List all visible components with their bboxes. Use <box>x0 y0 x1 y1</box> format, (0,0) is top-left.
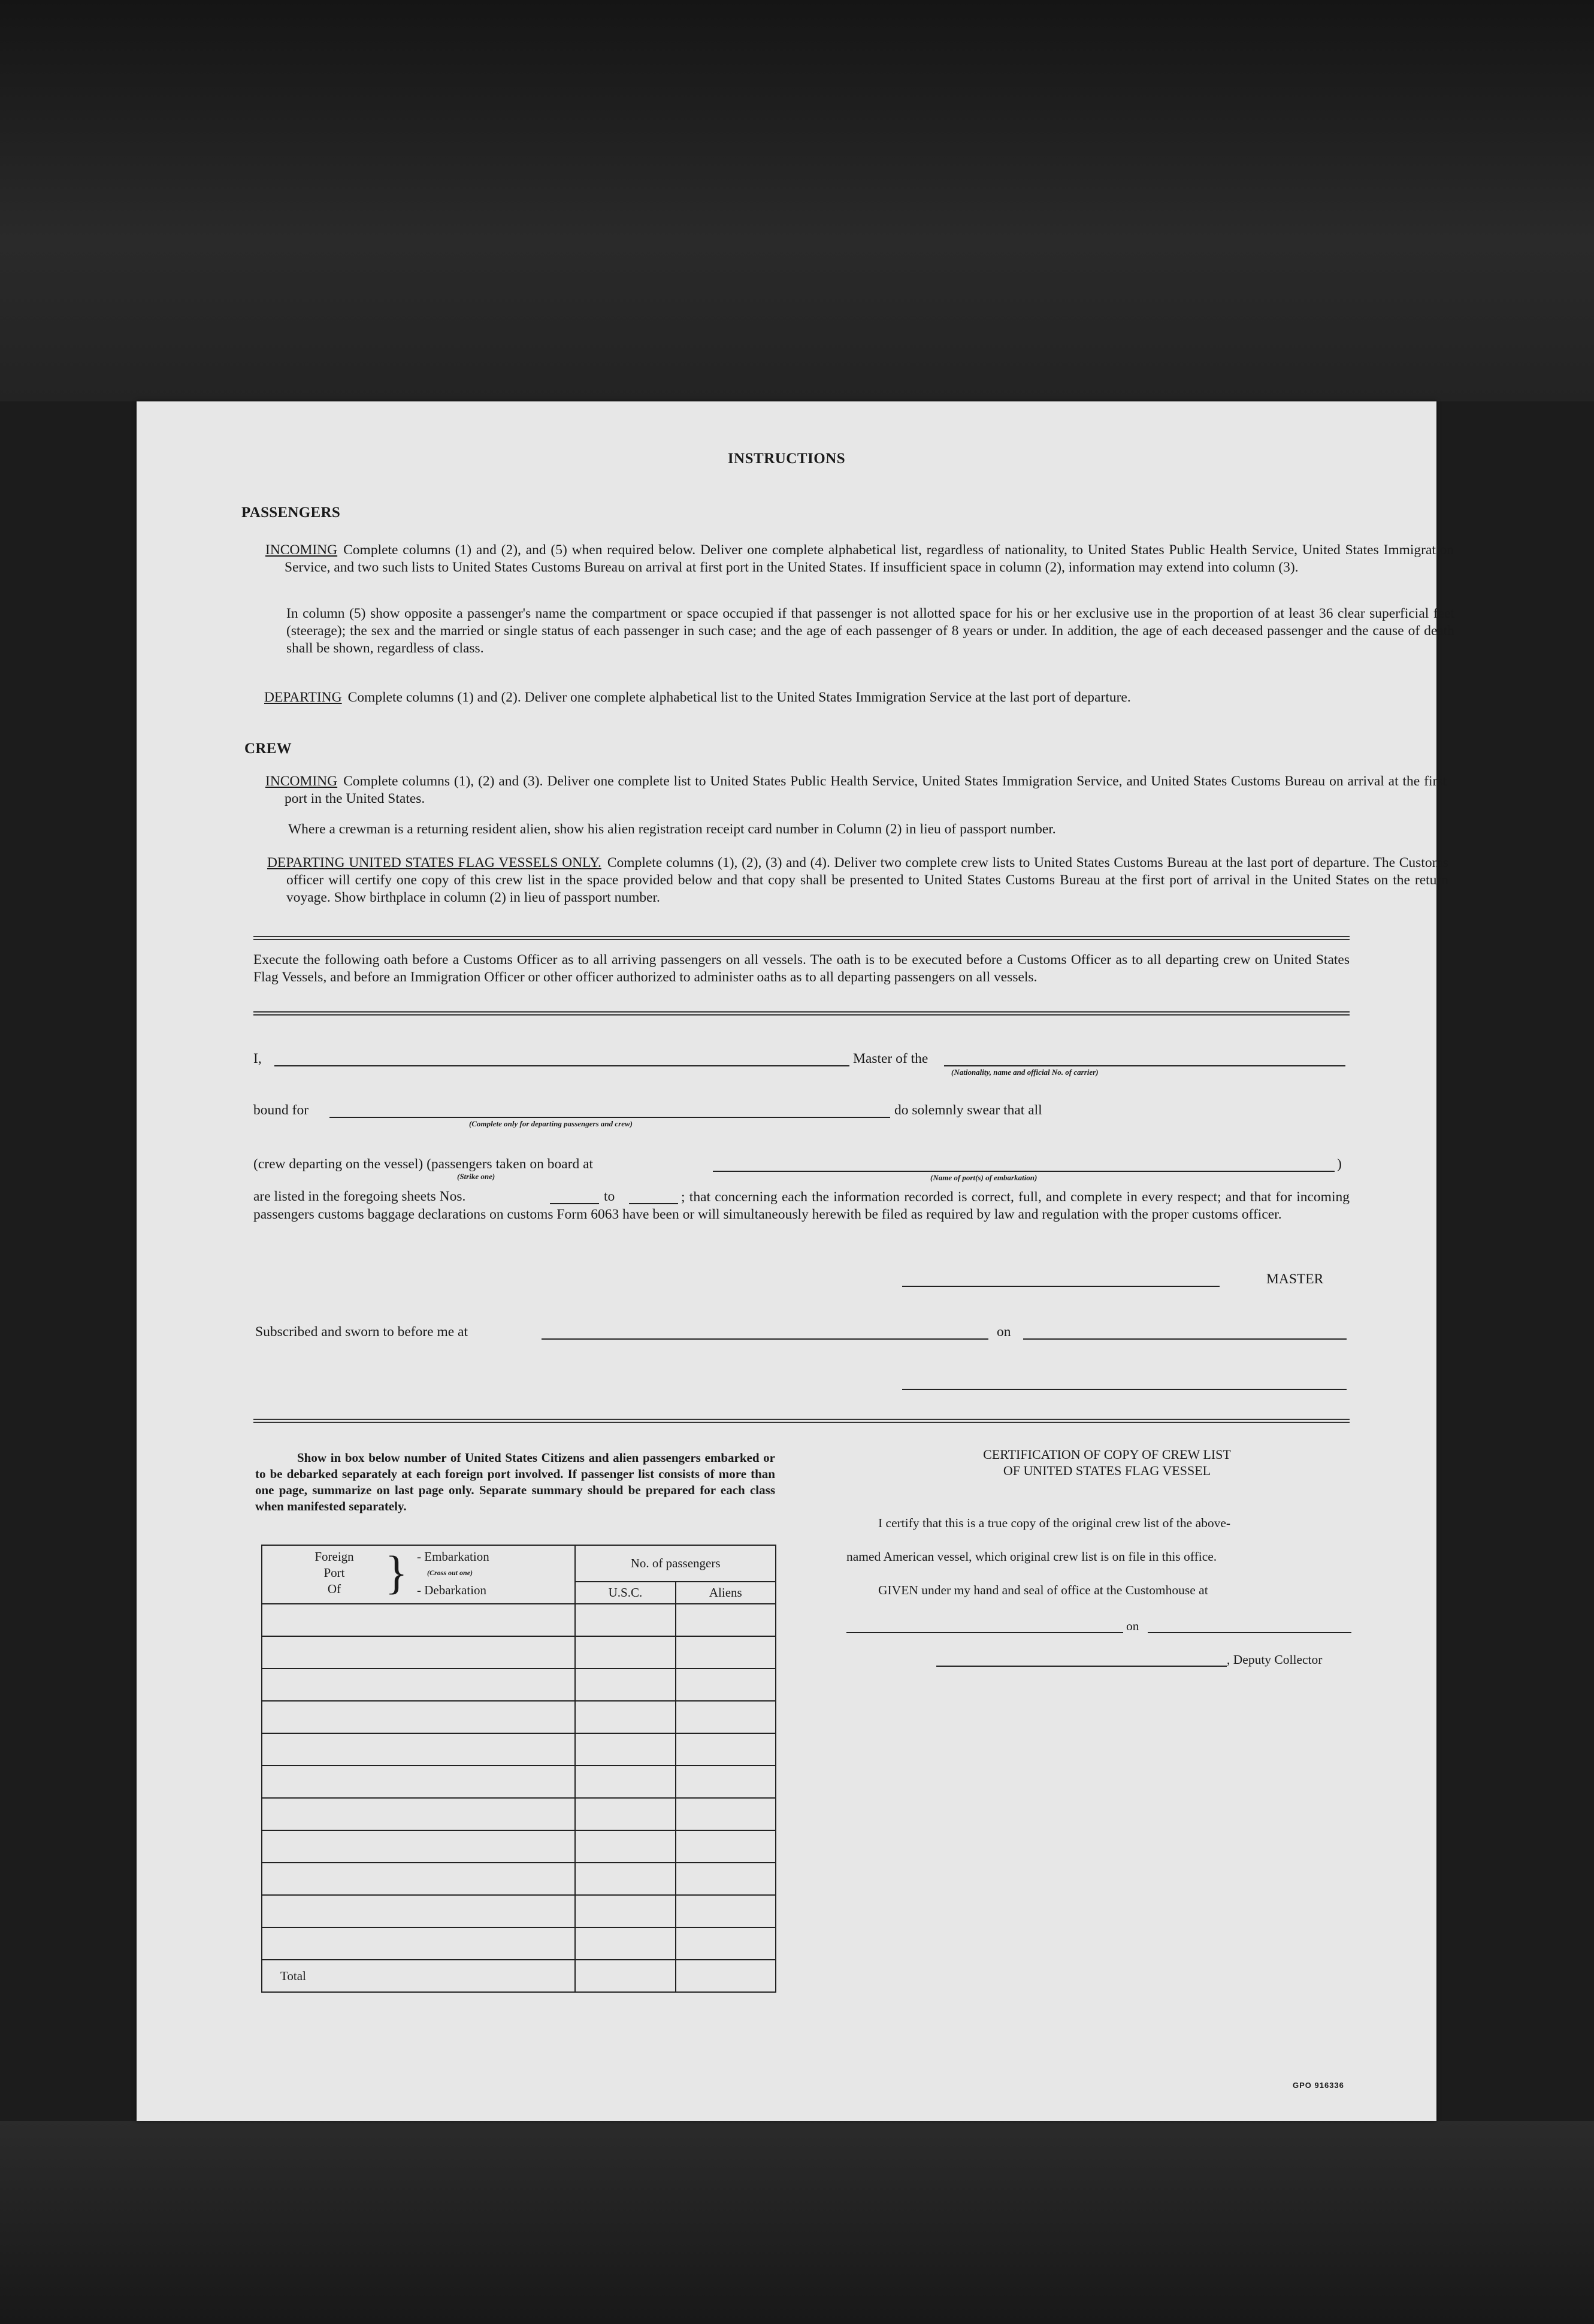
port-cell[interactable] <box>262 1604 575 1636</box>
embarkation-ports-field[interactable] <box>713 1171 1335 1172</box>
sheet-to-label: to <box>604 1189 615 1204</box>
total-label: Total <box>262 1960 575 1992</box>
table-row <box>262 1798 776 1830</box>
complete-only-caption: (Complete only for departing passengers and crew) <box>469 1119 633 1128</box>
nationality-caption: (Nationality, name and official No. of carrier) <box>951 1068 1099 1077</box>
bound-for-label: bound for <box>253 1102 309 1118</box>
usc-header: U.S.C. <box>575 1582 675 1604</box>
deputy-collector-field[interactable] <box>936 1666 1227 1667</box>
crew-incoming-text: Complete columns (1), (2) and (3). Deliver one complete list to United States Public Health Service, United States Immigration Service, and United States Customs Bureau on arrival at the first port in the United States. <box>285 773 1447 806</box>
close-paren: ) <box>1337 1156 1342 1172</box>
aliens-cell[interactable] <box>676 1798 776 1830</box>
aliens-cell[interactable] <box>676 1701 776 1733</box>
crew-incoming-paragraph <box>265 773 1447 808</box>
master-label: MASTER <box>1266 1271 1324 1287</box>
master-signature-field[interactable] <box>902 1286 1220 1287</box>
certification-title-line2: OF UNITED STATES FLAG VESSEL <box>1003 1463 1211 1478</box>
certify-line2: named American vessel, which original crew list is on file in this office. <box>846 1549 1217 1564</box>
divider-rule <box>253 936 1350 940</box>
cross-out-caption: (Cross out one) <box>427 1569 473 1577</box>
bound-for-field[interactable] <box>329 1117 890 1118</box>
form-page <box>137 401 1454 2121</box>
usc-cell[interactable] <box>575 1701 675 1733</box>
passengers-incoming-paragraph <box>265 542 1454 576</box>
usc-cell[interactable] <box>575 1669 675 1701</box>
port-cell[interactable] <box>262 1766 575 1798</box>
usc-cell[interactable] <box>575 1604 675 1636</box>
certification-title <box>915 1446 1299 1479</box>
port-cell[interactable] <box>262 1701 575 1733</box>
table-row <box>262 1701 776 1733</box>
usc-cell[interactable] <box>575 1733 675 1766</box>
usc-cell[interactable] <box>575 1798 675 1830</box>
usc-cell[interactable] <box>575 1636 675 1669</box>
usc-cell[interactable] <box>575 1766 675 1798</box>
of-label: Of <box>327 1582 341 1596</box>
aliens-cell[interactable] <box>676 1636 776 1669</box>
table-row <box>262 1927 776 1960</box>
aliens-cell[interactable] <box>676 1733 776 1766</box>
passengers-incoming-text: Complete columns (1) and (2), and (5) when required below. Deliver one complete alphabetical list, regardless of nationality, to United States Public Health Service, United States Immigration Service, and two such lists to United States Customs Bureau on arrival at first port in the United States. If insufficient space in column (2), information may extend into column (3). <box>285 542 1454 575</box>
table-row <box>262 1604 776 1636</box>
sworn-place-field[interactable] <box>542 1338 988 1340</box>
certification-on-label: on <box>1126 1619 1139 1633</box>
port-cell[interactable] <box>262 1863 575 1895</box>
crew-departing-text: Complete columns (1), (2), (3) and (4). Deliver two complete crew lists to United States Customs Bureau at the last port of departure. The Customs officer will certify one copy of this crew list in the space provided below and that copy shall be presented to United States Customs Bureau at the first port of arrival in the United States on the return voyage. Show birthplace in column (2) in lieu of passport number. <box>286 855 1448 905</box>
table-row <box>262 1636 776 1669</box>
sworn-on-label: on <box>997 1324 1011 1340</box>
summary-instruction <box>255 1450 775 1515</box>
oath-instruction: Execute the following oath before a Customs Officer as to all arriving passengers on all vessels. The oath is to be executed before a Customs Officer as to all departing crew on United States Flag Vessels, and before an Immigration Officer or other officer authorized to administer oaths as to all departing passengers on all vessels. <box>253 952 1350 985</box>
crew-departing-paragraph <box>267 854 1448 906</box>
usc-cell[interactable] <box>575 1895 675 1927</box>
page-title: INSTRUCTIONS <box>727 451 846 467</box>
port-cell[interactable] <box>262 1895 575 1927</box>
master-name-field[interactable] <box>274 1065 849 1066</box>
foreign-port-header <box>262 1545 575 1604</box>
master-of-label: Master of the <box>853 1051 928 1066</box>
certification-title-line1: CERTIFICATION OF COPY OF CREW LIST <box>983 1447 1231 1462</box>
usc-cell[interactable] <box>575 1927 675 1960</box>
divider-rule <box>253 1011 1350 1016</box>
table-row <box>262 1766 776 1798</box>
table-row <box>262 1863 776 1895</box>
listed-prefix: are listed in the foregoing sheets Nos. <box>253 1189 466 1204</box>
customhouse-field[interactable] <box>846 1632 1123 1633</box>
officer-signature-field[interactable] <box>902 1389 1347 1390</box>
crew-resident-paragraph: Where a crewman is a returning resident alien, show his alien registration receipt card number in Column (2) in lieu of passport number. <box>288 821 1056 837</box>
port-cell[interactable] <box>262 1830 575 1863</box>
total-usc-cell[interactable] <box>575 1960 675 1992</box>
port-cell[interactable] <box>262 1798 575 1830</box>
passengers-column5-paragraph: In column (5) show opposite a passenger's name the compartment or space occupied if that passenger is not allotted space for his or her exclusive use in the proportion of at least 36 clear superficial feet (steerage); the sex and the married or single status of each passenger in such case; and the age of each passenger of 8 years or under. In addition, the age of each deceased passenger and the cause of death shall be shown, regardless of class. <box>286 606 1454 656</box>
solemnly-swear-text: do solemnly swear that all <box>894 1102 1042 1118</box>
carrier-field[interactable] <box>944 1065 1345 1066</box>
sworn-date-field[interactable] <box>1023 1338 1347 1340</box>
ports-caption: (Name of port(s) of embarkation) <box>930 1173 1038 1182</box>
aliens-cell[interactable] <box>676 1669 776 1701</box>
aliens-cell[interactable] <box>676 1863 776 1895</box>
table-row <box>262 1830 776 1863</box>
crew-heading: CREW <box>244 741 292 757</box>
no-of-passengers-header: No. of passengers <box>575 1545 776 1582</box>
port-cell[interactable] <box>262 1927 575 1960</box>
table-row <box>262 1669 776 1701</box>
total-aliens-cell[interactable] <box>676 1960 776 1992</box>
usc-cell[interactable] <box>575 1863 675 1895</box>
aliens-cell[interactable] <box>676 1895 776 1927</box>
crew-departing-label: DEPARTING UNITED STATES FLAG VESSELS ONLY. <box>267 855 601 871</box>
passengers-departing-label: DEPARTING <box>264 690 342 705</box>
oath-i-label: I, <box>253 1051 262 1066</box>
brace-glyph: } <box>385 1546 408 1598</box>
total-row <box>262 1960 776 1992</box>
gpo-code: GPO 916336 <box>1293 2081 1344 2090</box>
aliens-header: Aliens <box>676 1582 776 1604</box>
certify-line1: I certify that this is a true copy of the original crew list of the above- <box>878 1516 1231 1530</box>
subscribed-label: Subscribed and sworn to before me at <box>255 1324 468 1340</box>
scan-background-bottom <box>0 2121 1594 2324</box>
scan-background-top <box>0 0 1594 401</box>
divider-rule <box>253 1419 1350 1423</box>
usc-cell[interactable] <box>575 1830 675 1863</box>
crew-passengers-text: (crew departing on the vessel) (passengers taken on board at <box>253 1156 594 1172</box>
port-cell[interactable] <box>262 1733 575 1766</box>
passengers-departing-paragraph <box>264 689 1454 706</box>
deputy-collector-label: , Deputy Collector <box>1227 1652 1323 1667</box>
given-text: GIVEN under my hand and seal of office at the Customhouse at <box>878 1583 1208 1597</box>
aliens-cell[interactable] <box>676 1604 776 1636</box>
aliens-cell[interactable] <box>676 1927 776 1960</box>
passengers-incoming-label: INCOMING <box>265 542 338 558</box>
strike-one-caption: (Strike one) <box>457 1172 495 1181</box>
passenger-summary-table <box>261 1545 776 1993</box>
table-row <box>262 1895 776 1927</box>
certification-date-field[interactable] <box>1148 1632 1351 1633</box>
debarkation-label: - Debarkation <box>417 1583 487 1597</box>
table-row <box>262 1733 776 1766</box>
summary-instruction-text: Show in box below number of United States Citizens and alien passengers embarked or to be debarked separately at each foreign port involved. If passenger list consists of more than one page, summarize on last page only. Separate summary should be prepared for each class when manifested separately. <box>255 1450 775 1513</box>
passengers-heading: PASSENGERS <box>241 504 341 521</box>
crew-incoming-label: INCOMING <box>265 773 338 789</box>
foreign-label: Foreign <box>314 1549 354 1564</box>
port-cell[interactable] <box>262 1636 575 1669</box>
passengers-departing-text: Complete columns (1) and (2). Deliver one complete alphabetical list to the United States Immigration Service at the last port of departure. <box>347 690 1131 705</box>
port-cell[interactable] <box>262 1669 575 1701</box>
aliens-cell[interactable] <box>676 1830 776 1863</box>
embarkation-label: - Embarkation <box>417 1549 489 1564</box>
port-label: Port <box>323 1566 345 1580</box>
listed-rest-text: ; that concerning each the information recorded is correct, full, and complete in every respect; and that for incoming passengers customs baggage declarations on customs Form 6063 have been or will simultaneously herewith be filed as required by law and regulation with the proper customs officer. <box>253 1189 1350 1222</box>
aliens-cell[interactable] <box>676 1766 776 1798</box>
